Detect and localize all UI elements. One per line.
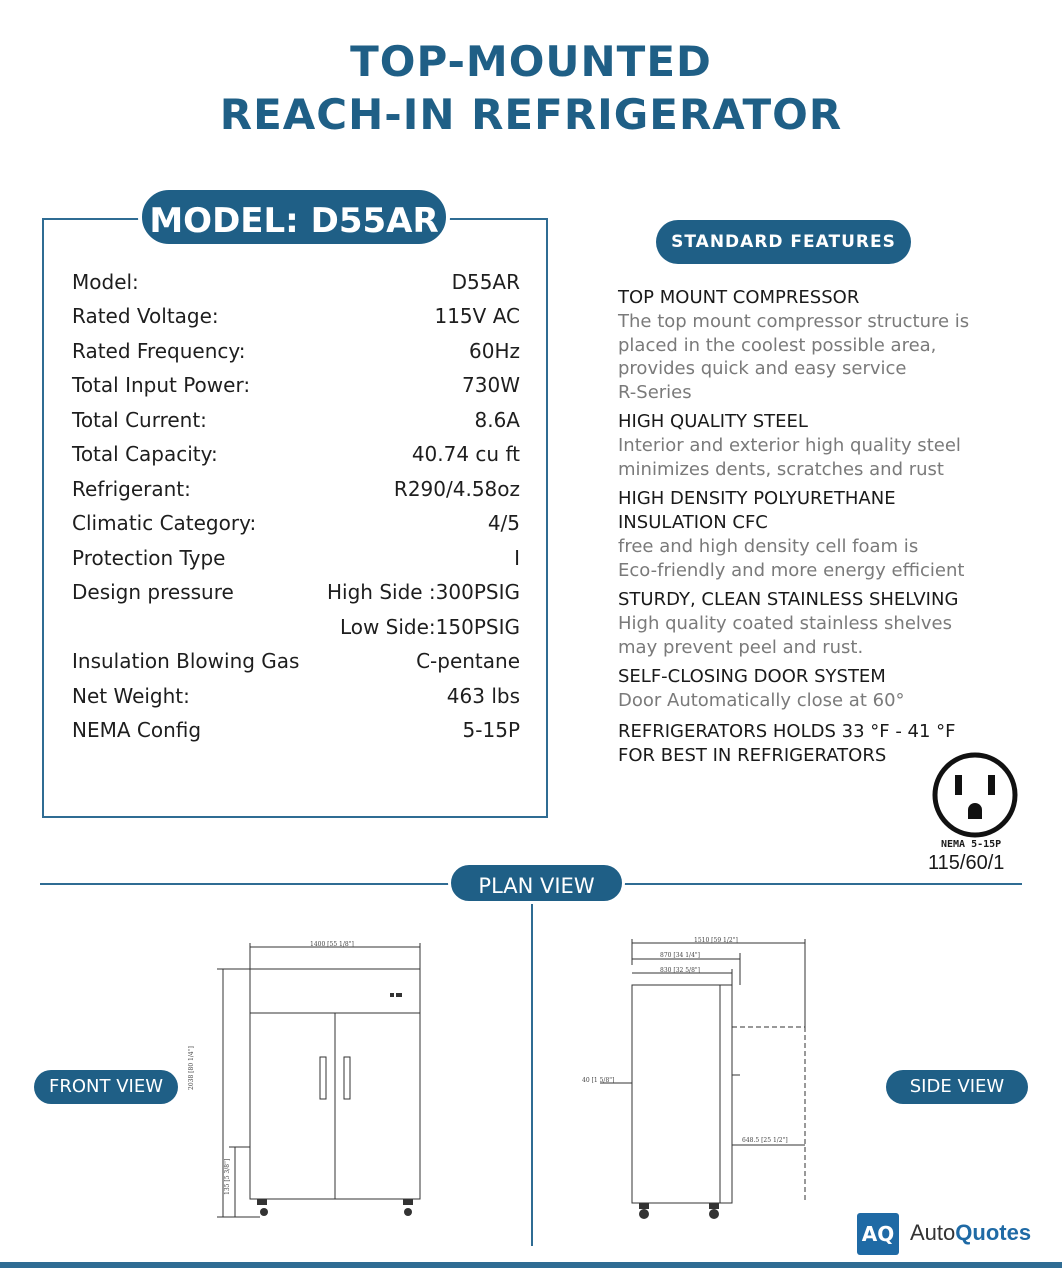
spec-value: 8.6A bbox=[474, 408, 520, 432]
spec-label: NEMA Config bbox=[72, 718, 202, 742]
front-height-dimension: 2038 [80 1/4"] bbox=[188, 1046, 195, 1090]
feature-title: SELF-CLOSING DOOR SYSTEM bbox=[618, 666, 886, 687]
spec-label: Protection Type bbox=[72, 546, 226, 570]
bottom-border bbox=[0, 1262, 1062, 1268]
spec-value: 5-15P bbox=[462, 718, 520, 742]
page-title-line2: REACH-IN REFRIGERATOR bbox=[219, 90, 843, 139]
front-view-badge: FRONT VIEW bbox=[34, 1070, 178, 1104]
spec-row bbox=[72, 265, 520, 299]
feature-description: Door Automatically close at 60° bbox=[618, 690, 905, 711]
side-view-badge: SIDE VIEW bbox=[886, 1070, 1028, 1104]
model-badge: MODEL: D55AR bbox=[138, 186, 450, 248]
feature-title: REFRIGERATORS HOLDS 33 °F - 41 °F bbox=[618, 721, 956, 742]
spec-row bbox=[72, 368, 520, 402]
spec-label: Refrigerant: bbox=[72, 477, 191, 501]
spec-value: 4/5 bbox=[487, 511, 520, 535]
page-title-line1: TOP-MOUNTED bbox=[350, 37, 712, 86]
spec-value: 40.74 cu ft bbox=[411, 442, 520, 466]
side-small-dimension: 40 [1 5/8"] bbox=[582, 1077, 615, 1084]
plan-view-badge: PLAN VIEW bbox=[448, 862, 625, 904]
spec-row bbox=[72, 472, 520, 506]
feature-description: may prevent peel and rust. bbox=[618, 636, 864, 658]
spec-row bbox=[72, 575, 520, 609]
spec-row bbox=[72, 299, 520, 333]
spec-row bbox=[72, 610, 520, 644]
feature-description: free and high density cell foam is bbox=[618, 536, 919, 557]
spec-value: 115V AC bbox=[434, 304, 520, 328]
spec-value: R290/4.58oz bbox=[393, 477, 520, 501]
feature-description: placed in the coolest possible area, bbox=[618, 334, 937, 356]
feature-title: TOP MOUNT COMPRESSOR bbox=[618, 287, 860, 308]
spec-value: High Side :300PSIG bbox=[327, 580, 520, 604]
spec-row bbox=[72, 713, 520, 747]
brand-name-part1: Auto bbox=[910, 1220, 956, 1245]
spec-label: Rated Frequency: bbox=[72, 339, 246, 363]
spec-value: 463 lbs bbox=[446, 684, 520, 708]
side-total-dimension: 1510 [59 1/2"] bbox=[694, 937, 738, 944]
spec-label: Climatic Category: bbox=[72, 511, 257, 535]
spec-row bbox=[72, 679, 520, 713]
spec-row bbox=[72, 437, 520, 471]
feature-title: HIGH DENSITY POLYURETHANE bbox=[618, 488, 896, 509]
front-width-dimension: 1400 [55 1/8"] bbox=[310, 941, 354, 948]
feature-description: Interior and exterior high quality steel bbox=[618, 435, 961, 456]
spec-value: 730W bbox=[462, 373, 520, 397]
spec-row bbox=[72, 403, 520, 437]
spec-label: Total Capacity: bbox=[72, 442, 218, 466]
side-door-dimension: 648.5 [25 1/2"] bbox=[742, 1137, 788, 1144]
feature-description: R-Series bbox=[618, 381, 692, 403]
front-view-drawing bbox=[205, 935, 445, 1225]
spec-label: Model: bbox=[72, 270, 139, 294]
nema-label: NEMA 5-15P bbox=[941, 839, 1002, 850]
spec-label: Design pressure bbox=[72, 580, 234, 604]
side-a-dimension: 870 [34 1/4"] bbox=[660, 952, 700, 959]
feature-title: FOR BEST IN REFRIGERATORS bbox=[618, 745, 887, 766]
feature-title: INSULATION CFC bbox=[618, 512, 768, 533]
spec-row bbox=[72, 644, 520, 678]
plan-view-divider-left bbox=[40, 883, 450, 885]
side-view-drawing bbox=[580, 935, 820, 1225]
nema-rating: 115/60/1 bbox=[928, 852, 1005, 874]
autoquotes-logo-text bbox=[910, 1220, 1031, 1246]
spec-label: Total Current: bbox=[72, 408, 207, 432]
feature-description: minimizes dents, scratches and rust bbox=[618, 458, 944, 480]
standard-features-badge: STANDARD FEATURES bbox=[656, 220, 911, 264]
spec-row bbox=[72, 334, 520, 368]
spec-value: C-pentane bbox=[416, 649, 520, 673]
spec-value: D55AR bbox=[451, 270, 520, 294]
feature-title: HIGH QUALITY STEEL bbox=[618, 411, 808, 432]
spec-label: Rated Voltage: bbox=[72, 304, 219, 328]
autoquotes-logo-badge: AQ bbox=[857, 1213, 899, 1255]
side-b-dimension: 830 [32 5/8"] bbox=[660, 967, 700, 974]
spec-row bbox=[72, 506, 520, 540]
spec-label: Insulation Blowing Gas bbox=[72, 649, 300, 673]
feature-description: provides quick and easy service bbox=[618, 358, 907, 379]
feature-description: Eco-friendly and more energy efficient bbox=[618, 559, 965, 581]
nema-5-15-outlet-icon bbox=[930, 752, 1020, 842]
spec-value: I bbox=[514, 546, 520, 570]
spec-label: Total Input Power: bbox=[72, 373, 251, 397]
front-leg-dimension: 135 [5 3/8"] bbox=[224, 1158, 231, 1195]
spec-value: Low Side:150PSIG bbox=[339, 615, 520, 639]
feature-title: STURDY, CLEAN STAINLESS SHELVING bbox=[618, 589, 959, 610]
plan-view-divider-vertical bbox=[531, 898, 533, 1246]
feature-description: High quality coated stainless shelves bbox=[618, 613, 953, 634]
spec-value: 60Hz bbox=[469, 339, 520, 363]
spec-label: Net Weight: bbox=[72, 684, 190, 708]
brand-name-part2: Quotes bbox=[955, 1220, 1032, 1245]
feature-description: The top mount compressor structure is bbox=[618, 311, 970, 332]
plan-view-divider-right bbox=[620, 883, 1022, 885]
spec-row bbox=[72, 541, 520, 575]
